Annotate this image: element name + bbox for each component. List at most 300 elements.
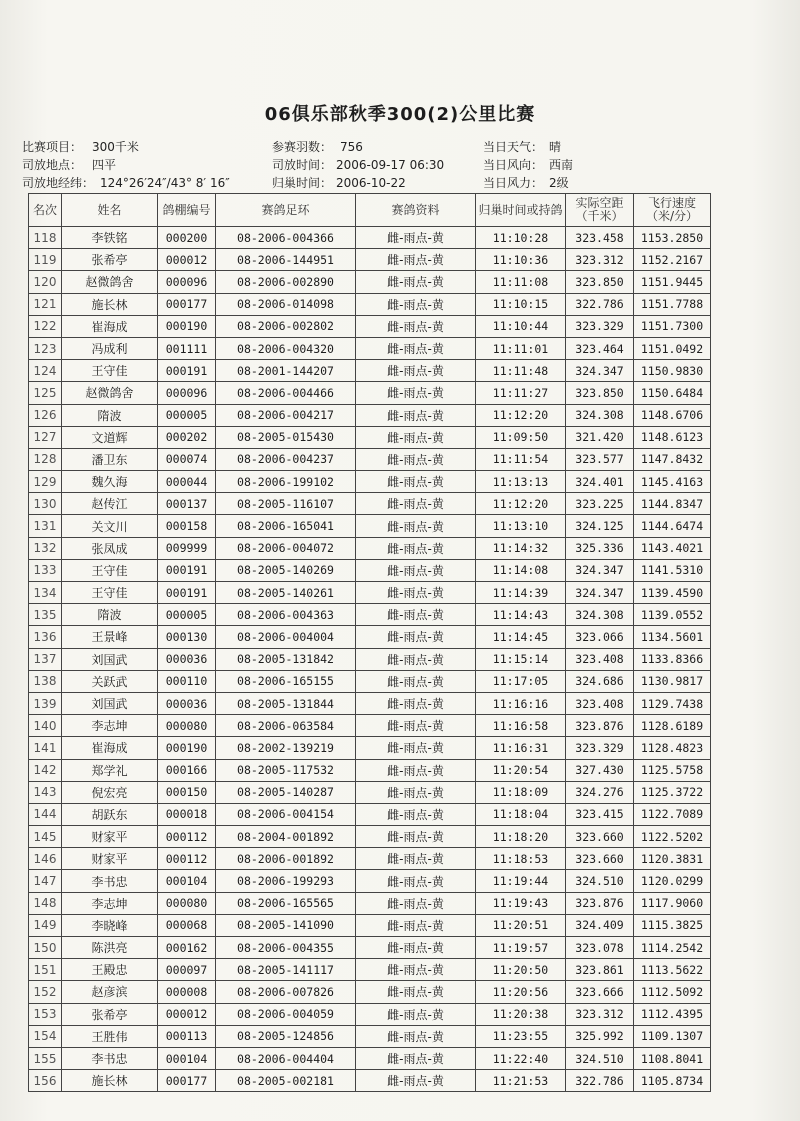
cell-speed: 1128.4823 bbox=[634, 737, 711, 759]
cell-pigeon-info: 雌-雨点-黄 bbox=[356, 914, 476, 936]
cell-pigeon-info: 雌-雨点-黄 bbox=[356, 337, 476, 359]
cell-arrival-time: 11:19:44 bbox=[476, 870, 566, 892]
cell-distance: 323.666 bbox=[566, 981, 634, 1003]
cell-pigeon-info: 雌-雨点-黄 bbox=[356, 537, 476, 559]
cell-pigeon-info: 雌-雨点-黄 bbox=[356, 404, 476, 426]
cell-speed: 1115.3825 bbox=[634, 914, 711, 936]
cell-distance: 323.850 bbox=[566, 382, 634, 404]
cell-arrival-time: 11:14:08 bbox=[476, 559, 566, 581]
cell-speed: 1139.0552 bbox=[634, 604, 711, 626]
cell-rank: 124 bbox=[29, 360, 62, 382]
cell-loft-id: 000191 bbox=[158, 582, 216, 604]
cell-name: 施长林 bbox=[62, 293, 158, 315]
cell-pigeon-info: 雌-雨点-黄 bbox=[356, 826, 476, 848]
cell-loft-id: 000110 bbox=[158, 670, 216, 692]
cell-pigeon-info: 雌-雨点-黄 bbox=[356, 1047, 476, 1069]
event-info bbox=[22, 138, 139, 155]
cell-name: 张凤成 bbox=[62, 537, 158, 559]
cell-rank: 133 bbox=[29, 559, 62, 581]
cell-pigeon-info: 雌-雨点-黄 bbox=[356, 315, 476, 337]
cell-rank: 128 bbox=[29, 448, 62, 470]
cell-arrival-time: 11:22:40 bbox=[476, 1047, 566, 1069]
cell-pigeon-info: 雌-雨点-黄 bbox=[356, 582, 476, 604]
cell-loft-id: 000018 bbox=[158, 803, 216, 825]
table-row bbox=[29, 448, 711, 470]
cell-ring: 08-2006-004154 bbox=[216, 803, 356, 825]
cell-rank: 147 bbox=[29, 870, 62, 892]
cell-rank: 145 bbox=[29, 826, 62, 848]
weather-info bbox=[483, 138, 561, 155]
cell-arrival-time: 11:13:13 bbox=[476, 471, 566, 493]
cell-speed: 1151.7788 bbox=[634, 293, 711, 315]
cell-ring: 08-2006-004237 bbox=[216, 448, 356, 470]
cell-ring: 08-2001-144207 bbox=[216, 360, 356, 382]
cell-arrival-time: 11:14:32 bbox=[476, 537, 566, 559]
cell-arrival-time: 11:20:54 bbox=[476, 759, 566, 781]
cell-loft-id: 000190 bbox=[158, 737, 216, 759]
cell-loft-id: 000068 bbox=[158, 914, 216, 936]
header-rank: 名次 bbox=[29, 194, 62, 227]
cell-speed: 1112.4395 bbox=[634, 1003, 711, 1025]
cell-ring: 08-2002-139219 bbox=[216, 737, 356, 759]
cell-arrival-time: 11:10:44 bbox=[476, 315, 566, 337]
cell-distance: 323.066 bbox=[566, 626, 634, 648]
cell-pigeon-info: 雌-雨点-黄 bbox=[356, 759, 476, 781]
cell-pigeon-info: 雌-雨点-黄 bbox=[356, 249, 476, 271]
cell-ring: 08-2004-001892 bbox=[216, 826, 356, 848]
cell-arrival-time: 11:23:55 bbox=[476, 1025, 566, 1047]
cell-loft-id: 000104 bbox=[158, 870, 216, 892]
cell-pigeon-info: 雌-雨点-黄 bbox=[356, 692, 476, 714]
cell-arrival-time: 11:19:43 bbox=[476, 892, 566, 914]
cell-arrival-time: 11:20:50 bbox=[476, 959, 566, 981]
cell-rank: 148 bbox=[29, 892, 62, 914]
cell-arrival-time: 11:18:20 bbox=[476, 826, 566, 848]
cell-ring: 08-2006-004363 bbox=[216, 604, 356, 626]
cell-distance: 323.225 bbox=[566, 493, 634, 515]
cell-pigeon-info: 雌-雨点-黄 bbox=[356, 559, 476, 581]
cell-name: 刘国武 bbox=[62, 648, 158, 670]
table-row bbox=[29, 315, 711, 337]
cell-rank: 138 bbox=[29, 670, 62, 692]
entries-info bbox=[272, 138, 363, 155]
cell-distance: 323.415 bbox=[566, 803, 634, 825]
cell-distance: 323.408 bbox=[566, 692, 634, 714]
cell-rank: 121 bbox=[29, 293, 62, 315]
cell-name: 财家平 bbox=[62, 826, 158, 848]
cell-arrival-time: 11:14:39 bbox=[476, 582, 566, 604]
page-title: 06俱乐部秋季300(2)公里比赛 bbox=[264, 104, 536, 125]
table-row bbox=[29, 670, 711, 692]
cell-distance: 323.312 bbox=[566, 1003, 634, 1025]
release-time-value: 2006-09-17 06:30 bbox=[336, 158, 445, 172]
cell-loft-id: 009999 bbox=[158, 537, 216, 559]
cell-rank: 129 bbox=[29, 471, 62, 493]
cell-name: 李书忠 bbox=[62, 1047, 158, 1069]
cell-ring: 08-2005-002181 bbox=[216, 1070, 356, 1092]
header-name: 姓名 bbox=[62, 194, 158, 227]
cell-distance: 324.347 bbox=[566, 582, 634, 604]
cell-loft-id: 000130 bbox=[158, 626, 216, 648]
cell-arrival-time: 11:21:53 bbox=[476, 1070, 566, 1092]
cell-loft-id: 000008 bbox=[158, 981, 216, 1003]
cell-loft-id: 000177 bbox=[158, 1070, 216, 1092]
cell-ring: 08-2005-131842 bbox=[216, 648, 356, 670]
table-row bbox=[29, 1025, 711, 1047]
cell-name: 王胜伟 bbox=[62, 1025, 158, 1047]
cell-distance: 323.464 bbox=[566, 337, 634, 359]
table-row bbox=[29, 559, 711, 581]
cell-arrival-time: 11:10:36 bbox=[476, 249, 566, 271]
cell-rank: 156 bbox=[29, 1070, 62, 1092]
cell-arrival-time: 11:10:28 bbox=[476, 227, 566, 249]
entries-value: 756 bbox=[340, 140, 363, 154]
cell-rank: 127 bbox=[29, 426, 62, 448]
table-row bbox=[29, 382, 711, 404]
cell-speed: 1109.1307 bbox=[634, 1025, 711, 1047]
table-row bbox=[29, 981, 711, 1003]
cell-name: 李书忠 bbox=[62, 870, 158, 892]
cell-rank: 134 bbox=[29, 582, 62, 604]
cell-ring: 08-2005-117532 bbox=[216, 759, 356, 781]
table-row bbox=[29, 360, 711, 382]
table-row bbox=[29, 759, 711, 781]
cell-rank: 125 bbox=[29, 382, 62, 404]
cell-speed: 1141.5310 bbox=[634, 559, 711, 581]
weather-label: 当日天气： bbox=[483, 140, 544, 154]
cell-ring: 08-2006-165041 bbox=[216, 515, 356, 537]
cell-arrival-time: 11:13:10 bbox=[476, 515, 566, 537]
cell-speed: 1152.2167 bbox=[634, 249, 711, 271]
wind-direction-label: 当日风向： bbox=[483, 158, 544, 172]
table-row bbox=[29, 537, 711, 559]
cell-arrival-time: 11:12:20 bbox=[476, 404, 566, 426]
cell-speed: 1133.8366 bbox=[634, 648, 711, 670]
release-site-label: 司放地点： bbox=[22, 158, 83, 172]
cell-loft-id: 000166 bbox=[158, 759, 216, 781]
cell-name: 王守佳 bbox=[62, 360, 158, 382]
cell-rank: 140 bbox=[29, 715, 62, 737]
cell-arrival-time: 11:11:01 bbox=[476, 337, 566, 359]
cell-distance: 322.786 bbox=[566, 1070, 634, 1092]
cell-speed: 1120.3831 bbox=[634, 848, 711, 870]
cell-ring: 08-2006-004366 bbox=[216, 227, 356, 249]
cell-speed: 1144.8347 bbox=[634, 493, 711, 515]
header-pigeon-info: 赛鸽资料 bbox=[356, 194, 476, 227]
cell-arrival-time: 11:20:56 bbox=[476, 981, 566, 1003]
table-row bbox=[29, 937, 711, 959]
cell-distance: 325.336 bbox=[566, 537, 634, 559]
wind-force-value: 2级 bbox=[549, 176, 569, 190]
cell-distance: 323.312 bbox=[566, 249, 634, 271]
cell-loft-id: 000080 bbox=[158, 715, 216, 737]
cell-loft-id: 000074 bbox=[158, 448, 216, 470]
cell-pigeon-info: 雌-雨点-黄 bbox=[356, 1025, 476, 1047]
table-row bbox=[29, 715, 711, 737]
cell-name: 张希亭 bbox=[62, 249, 158, 271]
cell-loft-id: 000112 bbox=[158, 848, 216, 870]
cell-ring: 08-2006-004355 bbox=[216, 937, 356, 959]
cell-arrival-time: 11:12:20 bbox=[476, 493, 566, 515]
cell-ring: 08-2006-002802 bbox=[216, 315, 356, 337]
cell-name: 隋波 bbox=[62, 404, 158, 426]
table-row bbox=[29, 249, 711, 271]
table-row bbox=[29, 293, 711, 315]
cell-distance: 324.276 bbox=[566, 781, 634, 803]
cell-name: 赵微鸽舍 bbox=[62, 271, 158, 293]
cell-distance: 327.430 bbox=[566, 759, 634, 781]
cell-loft-id: 000012 bbox=[158, 1003, 216, 1025]
cell-rank: 144 bbox=[29, 803, 62, 825]
table-row bbox=[29, 582, 711, 604]
cell-distance: 323.876 bbox=[566, 892, 634, 914]
cell-speed: 1129.7438 bbox=[634, 692, 711, 714]
cell-ring: 08-2006-004217 bbox=[216, 404, 356, 426]
cell-ring: 08-2006-007826 bbox=[216, 981, 356, 1003]
cell-pigeon-info: 雌-雨点-黄 bbox=[356, 227, 476, 249]
cell-arrival-time: 11:14:45 bbox=[476, 626, 566, 648]
table-row bbox=[29, 604, 711, 626]
cell-name: 隋波 bbox=[62, 604, 158, 626]
table-row bbox=[29, 626, 711, 648]
table-row bbox=[29, 914, 711, 936]
cell-distance: 324.409 bbox=[566, 914, 634, 936]
cell-rank: 155 bbox=[29, 1047, 62, 1069]
cell-rank: 120 bbox=[29, 271, 62, 293]
cell-name: 王景峰 bbox=[62, 626, 158, 648]
cell-pigeon-info: 雌-雨点-黄 bbox=[356, 271, 476, 293]
table-row bbox=[29, 337, 711, 359]
cell-rank: 150 bbox=[29, 937, 62, 959]
cell-ring: 08-2006-004004 bbox=[216, 626, 356, 648]
table-row bbox=[29, 892, 711, 914]
cell-rank: 136 bbox=[29, 626, 62, 648]
cell-pigeon-info: 雌-雨点-黄 bbox=[356, 892, 476, 914]
cell-speed: 1153.2850 bbox=[634, 227, 711, 249]
entries-label: 参赛羽数： bbox=[272, 140, 333, 154]
cell-loft-id: 000200 bbox=[158, 227, 216, 249]
cell-distance: 321.420 bbox=[566, 426, 634, 448]
header-distance: 实际空距（千米） bbox=[566, 194, 634, 227]
cell-ring: 08-2005-124856 bbox=[216, 1025, 356, 1047]
cell-distance: 325.992 bbox=[566, 1025, 634, 1047]
cell-arrival-time: 11:15:14 bbox=[476, 648, 566, 670]
cell-rank: 126 bbox=[29, 404, 62, 426]
cell-speed: 1125.3722 bbox=[634, 781, 711, 803]
table-row bbox=[29, 1070, 711, 1092]
cell-pigeon-info: 雌-雨点-黄 bbox=[356, 293, 476, 315]
cell-loft-id: 000044 bbox=[158, 471, 216, 493]
cell-loft-id: 000137 bbox=[158, 493, 216, 515]
table-row bbox=[29, 648, 711, 670]
cell-arrival-time: 11:14:43 bbox=[476, 604, 566, 626]
cell-name: 倪宏亮 bbox=[62, 781, 158, 803]
cell-pigeon-info: 雌-雨点-黄 bbox=[356, 382, 476, 404]
cell-ring: 08-2005-015430 bbox=[216, 426, 356, 448]
cell-pigeon-info: 雌-雨点-黄 bbox=[356, 604, 476, 626]
cell-name: 魏久海 bbox=[62, 471, 158, 493]
cell-ring: 08-2006-004059 bbox=[216, 1003, 356, 1025]
cell-speed: 1122.7089 bbox=[634, 803, 711, 825]
cell-loft-id: 000005 bbox=[158, 404, 216, 426]
wind-force-info bbox=[483, 174, 569, 191]
cell-ring: 08-2005-131844 bbox=[216, 692, 356, 714]
cell-distance: 323.861 bbox=[566, 959, 634, 981]
cell-name: 王殿忠 bbox=[62, 959, 158, 981]
cell-distance: 324.347 bbox=[566, 559, 634, 581]
cell-pigeon-info: 雌-雨点-黄 bbox=[356, 626, 476, 648]
coords-value: 124°26′24″/43° 8′ 16″ bbox=[100, 176, 230, 190]
cell-speed: 1139.4590 bbox=[634, 582, 711, 604]
cell-speed: 1150.6484 bbox=[634, 382, 711, 404]
cell-pigeon-info: 雌-雨点-黄 bbox=[356, 1003, 476, 1025]
cell-speed: 1148.6123 bbox=[634, 426, 711, 448]
cell-rank: 139 bbox=[29, 692, 62, 714]
cell-rank: 141 bbox=[29, 737, 62, 759]
cell-ring: 08-2006-004320 bbox=[216, 337, 356, 359]
cell-loft-id: 000191 bbox=[158, 360, 216, 382]
cell-speed: 1130.9817 bbox=[634, 670, 711, 692]
cell-ring: 08-2005-141117 bbox=[216, 959, 356, 981]
cell-loft-id: 000036 bbox=[158, 648, 216, 670]
cell-loft-id: 000096 bbox=[158, 382, 216, 404]
cell-name: 关文川 bbox=[62, 515, 158, 537]
cell-name: 王守佳 bbox=[62, 582, 158, 604]
wind-direction-info bbox=[483, 156, 573, 173]
cell-rank: 143 bbox=[29, 781, 62, 803]
cell-distance: 323.660 bbox=[566, 848, 634, 870]
cell-arrival-time: 11:16:58 bbox=[476, 715, 566, 737]
cell-rank: 146 bbox=[29, 848, 62, 870]
cell-ring: 08-2006-063584 bbox=[216, 715, 356, 737]
cell-ring: 08-2005-140261 bbox=[216, 582, 356, 604]
cell-loft-id: 000191 bbox=[158, 559, 216, 581]
cell-ring: 08-2005-140269 bbox=[216, 559, 356, 581]
cell-name: 文道辉 bbox=[62, 426, 158, 448]
cell-arrival-time: 11:11:48 bbox=[476, 360, 566, 382]
cell-pigeon-info: 雌-雨点-黄 bbox=[356, 715, 476, 737]
header-speed: 飞行速度（米/分） bbox=[634, 194, 711, 227]
table-row bbox=[29, 404, 711, 426]
cell-speed: 1114.2542 bbox=[634, 937, 711, 959]
cell-rank: 131 bbox=[29, 515, 62, 537]
cell-distance: 323.660 bbox=[566, 826, 634, 848]
cell-arrival-time: 11:18:04 bbox=[476, 803, 566, 825]
cell-name: 王守佳 bbox=[62, 559, 158, 581]
cell-speed: 1147.8432 bbox=[634, 448, 711, 470]
table-row bbox=[29, 959, 711, 981]
cell-rank: 132 bbox=[29, 537, 62, 559]
cell-distance: 324.125 bbox=[566, 515, 634, 537]
cell-speed: 1113.5622 bbox=[634, 959, 711, 981]
cell-speed: 1125.5758 bbox=[634, 759, 711, 781]
coords-label: 司放地经纬： bbox=[22, 176, 95, 190]
cell-loft-id: 000113 bbox=[158, 1025, 216, 1047]
cell-pigeon-info: 雌-雨点-黄 bbox=[356, 870, 476, 892]
cell-name: 胡跃东 bbox=[62, 803, 158, 825]
table-row bbox=[29, 1047, 711, 1069]
cell-speed: 1150.9830 bbox=[634, 360, 711, 382]
cell-distance: 322.786 bbox=[566, 293, 634, 315]
cell-name: 李晓峰 bbox=[62, 914, 158, 936]
cell-speed: 1151.7300 bbox=[634, 315, 711, 337]
cell-speed: 1151.9445 bbox=[634, 271, 711, 293]
cell-ring: 08-2006-002890 bbox=[216, 271, 356, 293]
cell-speed: 1120.0299 bbox=[634, 870, 711, 892]
cell-pigeon-info: 雌-雨点-黄 bbox=[356, 360, 476, 382]
cell-pigeon-info: 雌-雨点-黄 bbox=[356, 448, 476, 470]
cell-ring: 08-2006-004072 bbox=[216, 537, 356, 559]
cell-arrival-time: 11:20:38 bbox=[476, 1003, 566, 1025]
cell-name: 刘国武 bbox=[62, 692, 158, 714]
table-row bbox=[29, 870, 711, 892]
cell-distance: 324.510 bbox=[566, 1047, 634, 1069]
table-body bbox=[29, 227, 711, 1092]
cell-rank: 122 bbox=[29, 315, 62, 337]
cell-rank: 130 bbox=[29, 493, 62, 515]
cell-ring: 08-2006-165565 bbox=[216, 892, 356, 914]
cell-distance: 323.329 bbox=[566, 315, 634, 337]
results-table bbox=[28, 193, 711, 1092]
release-site-info bbox=[22, 156, 116, 173]
cell-arrival-time: 11:18:53 bbox=[476, 848, 566, 870]
cell-loft-id: 001111 bbox=[158, 337, 216, 359]
return-time-label: 归巢时间： bbox=[272, 176, 333, 190]
cell-distance: 324.510 bbox=[566, 870, 634, 892]
cell-speed: 1145.4163 bbox=[634, 471, 711, 493]
cell-distance: 324.347 bbox=[566, 360, 634, 382]
table-row bbox=[29, 493, 711, 515]
table-row bbox=[29, 692, 711, 714]
cell-distance: 324.308 bbox=[566, 604, 634, 626]
cell-speed: 1134.5601 bbox=[634, 626, 711, 648]
release-site-value: 四平 bbox=[92, 158, 117, 172]
return-time-info bbox=[272, 174, 406, 191]
cell-name: 李铁铭 bbox=[62, 227, 158, 249]
table-row bbox=[29, 271, 711, 293]
cell-rank: 135 bbox=[29, 604, 62, 626]
table-row bbox=[29, 737, 711, 759]
cell-arrival-time: 11:11:27 bbox=[476, 382, 566, 404]
cell-speed: 1144.6474 bbox=[634, 515, 711, 537]
table-row bbox=[29, 826, 711, 848]
cell-speed: 1117.9060 bbox=[634, 892, 711, 914]
cell-pigeon-info: 雌-雨点-黄 bbox=[356, 937, 476, 959]
cell-pigeon-info: 雌-雨点-黄 bbox=[356, 959, 476, 981]
cell-loft-id: 000158 bbox=[158, 515, 216, 537]
cell-pigeon-info: 雌-雨点-黄 bbox=[356, 781, 476, 803]
cell-rank: 149 bbox=[29, 914, 62, 936]
cell-ring: 08-2006-004466 bbox=[216, 382, 356, 404]
cell-distance: 324.308 bbox=[566, 404, 634, 426]
cell-ring: 08-2006-199293 bbox=[216, 870, 356, 892]
release-time-info bbox=[272, 156, 444, 173]
cell-ring: 08-2006-001892 bbox=[216, 848, 356, 870]
coords-info bbox=[22, 174, 230, 191]
cell-name: 张希亭 bbox=[62, 1003, 158, 1025]
cell-loft-id: 000150 bbox=[158, 781, 216, 803]
cell-loft-id: 000202 bbox=[158, 426, 216, 448]
cell-speed: 1105.8734 bbox=[634, 1070, 711, 1092]
table-row bbox=[29, 781, 711, 803]
cell-speed: 1143.4021 bbox=[634, 537, 711, 559]
cell-name: 财家平 bbox=[62, 848, 158, 870]
cell-arrival-time: 11:11:08 bbox=[476, 271, 566, 293]
cell-arrival-time: 11:16:31 bbox=[476, 737, 566, 759]
cell-arrival-time: 11:10:15 bbox=[476, 293, 566, 315]
header-ring: 赛鸽足环 bbox=[216, 194, 356, 227]
cell-ring: 08-2006-165155 bbox=[216, 670, 356, 692]
